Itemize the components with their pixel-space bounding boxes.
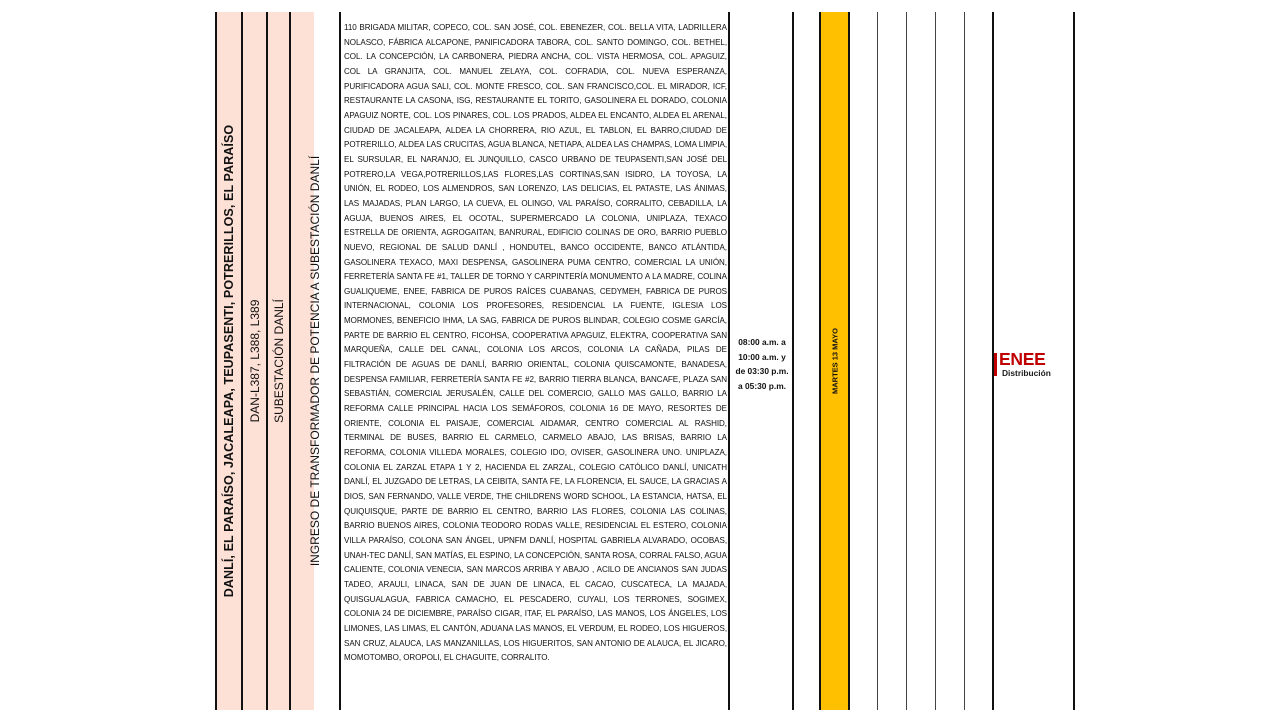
schedule-time bbox=[732, 335, 792, 393]
grid-line bbox=[877, 12, 878, 710]
time-line: 08:00 a.m. a bbox=[738, 337, 786, 347]
outage-table-row bbox=[216, 12, 1076, 710]
grid-line bbox=[1073, 12, 1075, 710]
grid-line bbox=[906, 12, 907, 710]
substation-label: SUBESTACIÓN DANLÍ bbox=[271, 299, 286, 423]
logo-mark bbox=[994, 353, 997, 376]
grid-line bbox=[964, 12, 965, 710]
circuits-label: DAN-L387, L388, L389 bbox=[247, 299, 262, 423]
work-cell bbox=[290, 12, 340, 710]
logo-brand: ENEE bbox=[999, 349, 1046, 369]
zone-cell bbox=[216, 12, 242, 710]
grid-line bbox=[728, 12, 730, 710]
grid-line bbox=[266, 12, 268, 710]
grid-line bbox=[289, 12, 291, 710]
date-cell bbox=[821, 12, 848, 710]
substation-cell bbox=[267, 12, 290, 710]
grid-line bbox=[215, 12, 217, 710]
enee-logo bbox=[994, 350, 1074, 380]
grid-line bbox=[241, 12, 243, 710]
zone-title: DANLÍ, EL PARAÍSO, JACALEAPA, TEUPASENTI, POTRERILLOS, EL PARAÍSO bbox=[222, 124, 236, 598]
grid-line bbox=[992, 12, 994, 710]
time-line: 10:00 a.m. y bbox=[738, 351, 786, 362]
date-label: MARTES 13 MAYO bbox=[830, 328, 839, 394]
affected-areas-text: 110 BRIGADA MILITAR, COPECO, COL. SAN JOSÉ, COL. EBENEZER, COL. BELLA VITA, LADRILLERA NOLASCO, FÁBRICA ALCAPONE, PANIFICADORA TABORA, COL. SANTO DOMINGO, COL. BETHEL, COL. LA CONCEPCIÓN, LA CARBONERA, PIEDRA ANCHA, COL. VISTA HERMOSA, COL. APAGUIZ, COL LA GRANJITA, COL. MANUEL ZELAYA, COL. COFRADIA, COL. NUEVA ESPERANZA, PURIFICADORA AGUA SALI, COL. MONTE FRESCO, COL. SAN FRANCISCO,COL. EL MIRADOR, ICF, RESTAURANTE LA CASONA, ISG, RESTAURANTE EL TORITO, GASOLINERA EL DORADO, COLONIA APAGUIZ NORTE, COL. LOS PINARES, COL. LOS PRADOS, ALDEA EL ENCANTO, ALDEA EL ARENAL, CIUDAD DE JACALEAPA, ALDEA LA CHORRERA, RIO AZUL, EL TABLON, EL BARRO,CIUDAD DE POTRERILLO, ALDEA LAS CRUCITAS, AGUA BLANCA, NETIAPA, ALDEA LAS CHAMPAS, LOMA LIMPIA, EL SURSULAR, EL NARANJO, EL JUNQUILLO, CASCO URBANO DE TEUPASENTI,SAN JOSÉ DEL POTRERO,LA VEGA,POTRERILLOS,LAS FLORES,LAS CORTINAS,SAN ISIDRO, LA TOYOSA, LA UNIÓN, EL RODEO, LOS ALMENDROS, SAN LORENZO, LAS DELICIAS, EL PATASTE, LAS ÁNIMAS, LAS MAJADAS, PLAN LARGO, LA CUEVA, EL OLINGO, VAL PARAÍSO, CORRALITO, CEBADILLA, LA AGUJA, BUENOS AIRES, EL OCOTAL, SUPERMERCADO LA COLONIA, UNIPLAZA, TEXACO ESTRELLA DE ORIENTA, AGROGAITAN, BANRURAL, EDIFICIO COLINAS DE ORO, BARRIO PUEBLO NUEVO, REGIONAL DE SALUD DANLÍ , HONDUTEL, BANCO OCCIDENTE, BANCO ATLÁNTIDA, GASOLINERA TEXACO, MAXI DESPENSA, GASOLINERA PUMA CENTRO, COMERCIAL LA UNIÓN, FERRETERÍA SANTA FE #1, TALLER DE TORNO Y CARPINTERÍA MONUMENTO A LA MADRE, COLINA GUALIQUEME, ENEE, FABRICA DE PUROS RAÍCES CUABANAS, CEDYMEH, FABRICA DE PUROS INTERNACIONAL, COLONIA LOS PROFESORES, RESIDENCIAL LA FUENTE, IGLESIA LOS MORMONES, BENEFICIO IHMA, LA SAG, FABRICA DE PUROS BLINDAR, COLEGIO COSME GARCÍA, PARTE DE BARRIO EL CENTRO, FICOHSA, COOPERATIVA APAGUIZ, ELEKTRA, COOPERATIVA SAN MARQUEÑA, CALLE DEL CANAL, COLONIA LOS ARCOS, COLONIA LA CAÑADA, PILAS DE FILTRACIÓN DE AGUAS DE DANLÍ, BARRIO ORIENTAL, COLONIA QUISCAMONTE, BANADESA, DESPENSA FAMILIAR, FERRETERÍA SANTA FE #2, BARRIO TIERRA BLANCA, BANCAFE, PLAZA SAN SEBASTIÁN, COMERCIAL JERUSALÉN, CALLE DEL COMERCIO, GALLO MAS GALLO, BARRIO LA REFORMA CALLE PRINCIPAL HACIA LOS SEMÁFOROS, COLONIA 16 DE MAYO, RESORTES DE ORIENTE, COLONIA EL PAISAJE, COMERCIAL AIDAMAR, CENTRO COMERCIAL AL RASHID, TERMINAL DE BUSES, BARRIO EL CARMELO, CARMELO ABAJO, LAS BRISAS, BARRIO LA REFORMA, COLONIA VILLEDA MORALES, COLEGIO IDO, OVISER, GASOLINERA UNO. UNIPLAZA, COLONIA EL ZARZAL ETAPA 1 Y 2, HACIENDA EL ZARZAL, COLEGIO CATÓLICO DANLÍ, UNICATH DANLÍ, EL JUZGADO DE LETRAS, LA CEIBITA, SANTA FE, LA FLORENCIA, EL SAUCE, LA GRACIAS A DIOS, SAN FERNANDO, VALLE VERDE, THE CHILDRENS WORD SCHOOL, LA ESTANCIA, HATSA, EL QUIQUISQUE, PARTE DE BARRIO EL CENTRO, BARRIO LAS FLORES, COLONIA LAS COLINAS, BARRIO BUENOS AIRES, COLONIA TEODORO RODAS VALLE, RESIDENCIAL EL ESTERO, COLONIA VILLA PARAÍSO, COLONA SAN ÁNGEL, UPNFM DANLÍ, HOSPITAL GABRIELA ALVARADO, OCOBAS, UNAH-TEC DANLÍ, SAN MATÍAS, EL ESPINO, LA CONCEPCIÓN, SANTA ROSA, CORRAL FALSO, AGUA CALIENTE, COLONIA VENECIA, SAN MARCOS ARRIBA Y ABAJO , ACILO DE ANCIANOS SAN JUDAS TADEO, ARAULI, LINACA, SAN DE JUAN DE LINACA, EL CACAO, CUSCATECA, LA MAJADA, QUISGUALAGUA, FABRICA CAMACHO, EL PESCADERO, CUYALI, LOS TERRONES, SOGIMEX, COLONIA 24 DE DICIEMBRE, PARAÍSO CIGAR, ITAF, EL PARAÍSO, LAS MANOS, LOS ÁNGELES, LOS LIMONES, LAS LIMAS, EL CANTÓN, ADUANA LAS MANOS, EL VERDUM, EL RODEO, LOS HIGUEROS, SAN CRUZ, ALAUCA, LAS MANZANILLAS, LOS HIGUERITOS, SAN ANTONIO DE ALAUCA, EL JICARO, MOMOTOMBO, OROPOLI, EL CHAGUITE, CORRALITO. bbox=[344, 23, 727, 663]
time-line: a 05:30 p.m. bbox=[738, 380, 786, 391]
logo-subtitle: Distribución bbox=[1002, 368, 1051, 378]
grid-line bbox=[848, 12, 850, 710]
grid-line bbox=[819, 12, 821, 710]
grid-line bbox=[792, 12, 794, 710]
grid-line bbox=[935, 12, 936, 710]
work-description: INGRESO DE TRANSFORMADOR DE POTENCIA A SUBESTACIÓN DANLÍ bbox=[308, 155, 322, 567]
circuits-cell bbox=[242, 12, 267, 710]
time-line: de 03:30 p.m. bbox=[735, 366, 789, 377]
grid-line bbox=[339, 12, 341, 710]
